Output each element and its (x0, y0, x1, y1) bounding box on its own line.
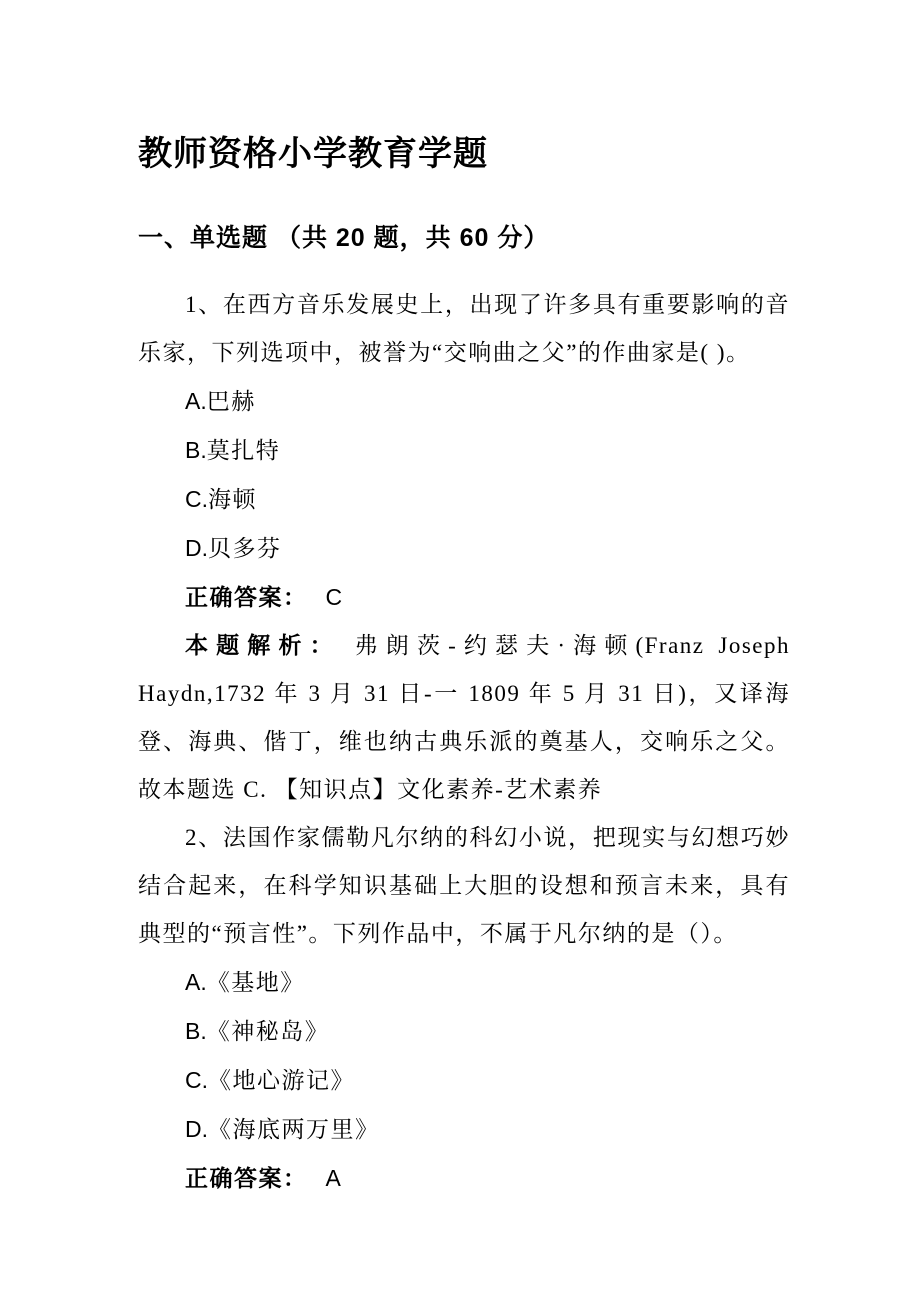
question-2-option-c (138, 1056, 790, 1105)
question-1-answer (138, 573, 790, 622)
question-1-option-a (138, 377, 790, 426)
question-2-option-d (138, 1105, 790, 1154)
answer-label: 正确答案： (185, 585, 308, 610)
option-letter: B. (185, 437, 207, 463)
option-text: 《海底两万里》 (208, 1117, 380, 1142)
question-2 (138, 814, 790, 1203)
option-text: 莫扎特 (206, 438, 281, 463)
question-2-option-b (138, 1007, 790, 1056)
question-1-analysis (138, 622, 790, 814)
option-text: 巴赫 (206, 389, 256, 414)
option-text: 《基地》 (206, 970, 305, 995)
option-text: 贝多芬 (208, 536, 282, 561)
question-1-option-c (138, 475, 790, 524)
option-text: 海顿 (208, 487, 257, 512)
answer-value: A (325, 1165, 341, 1191)
option-letter: D. (185, 1116, 208, 1142)
answer-label: 正确答案： (185, 1166, 308, 1191)
option-letter: C. (185, 1067, 208, 1093)
answer-value: C (325, 584, 343, 610)
option-letter: C. (185, 486, 208, 512)
option-text: 《神秘岛》 (206, 1019, 330, 1044)
question-2-stem: 2、法国作家儒勒凡尔纳的科幻小说，把现实与幻想巧妙结合起来，在科学知识基础上大胆的设想和预言未来，具有典型的“预言性”。下列作品中，不属于凡尔纳的是（）。 (138, 825, 790, 946)
question-2-answer (138, 1154, 790, 1203)
document-title: 教师资格小学教育学题 (138, 135, 488, 173)
option-letter: D. (185, 535, 208, 561)
option-letter: B. (185, 1018, 207, 1044)
question-2-option-a (138, 958, 790, 1007)
analysis-label: 本题解析： (185, 633, 341, 658)
section-heading: 一、单选题 （共 20 题，共 60 分） (138, 224, 550, 252)
option-letter: A. (185, 388, 207, 414)
questions-block (138, 281, 790, 1203)
question-1-stem: 1、在西方音乐发展史上，出现了许多具有重要影响的音乐家，下列选项中，被誉为“交响曲之父”的作曲家是( )。 (138, 292, 790, 365)
option-letter: A. (185, 969, 207, 995)
question-1 (138, 281, 790, 814)
analysis-text: 弗朗茨-约瑟夫·海顿(Franz Joseph Haydn,1732 年 3 月 31 日-一 1809 年 5 月 31 日)，又译海登、海典、偕丁，维也纳古典乐派的奠基人，交响乐之父。故本题选 C. 【知识点】文化素养-艺术素养 (138, 633, 790, 802)
question-1-option-b (138, 426, 790, 475)
option-text: 《地心游记》 (208, 1068, 355, 1093)
question-1-option-d (138, 524, 790, 573)
